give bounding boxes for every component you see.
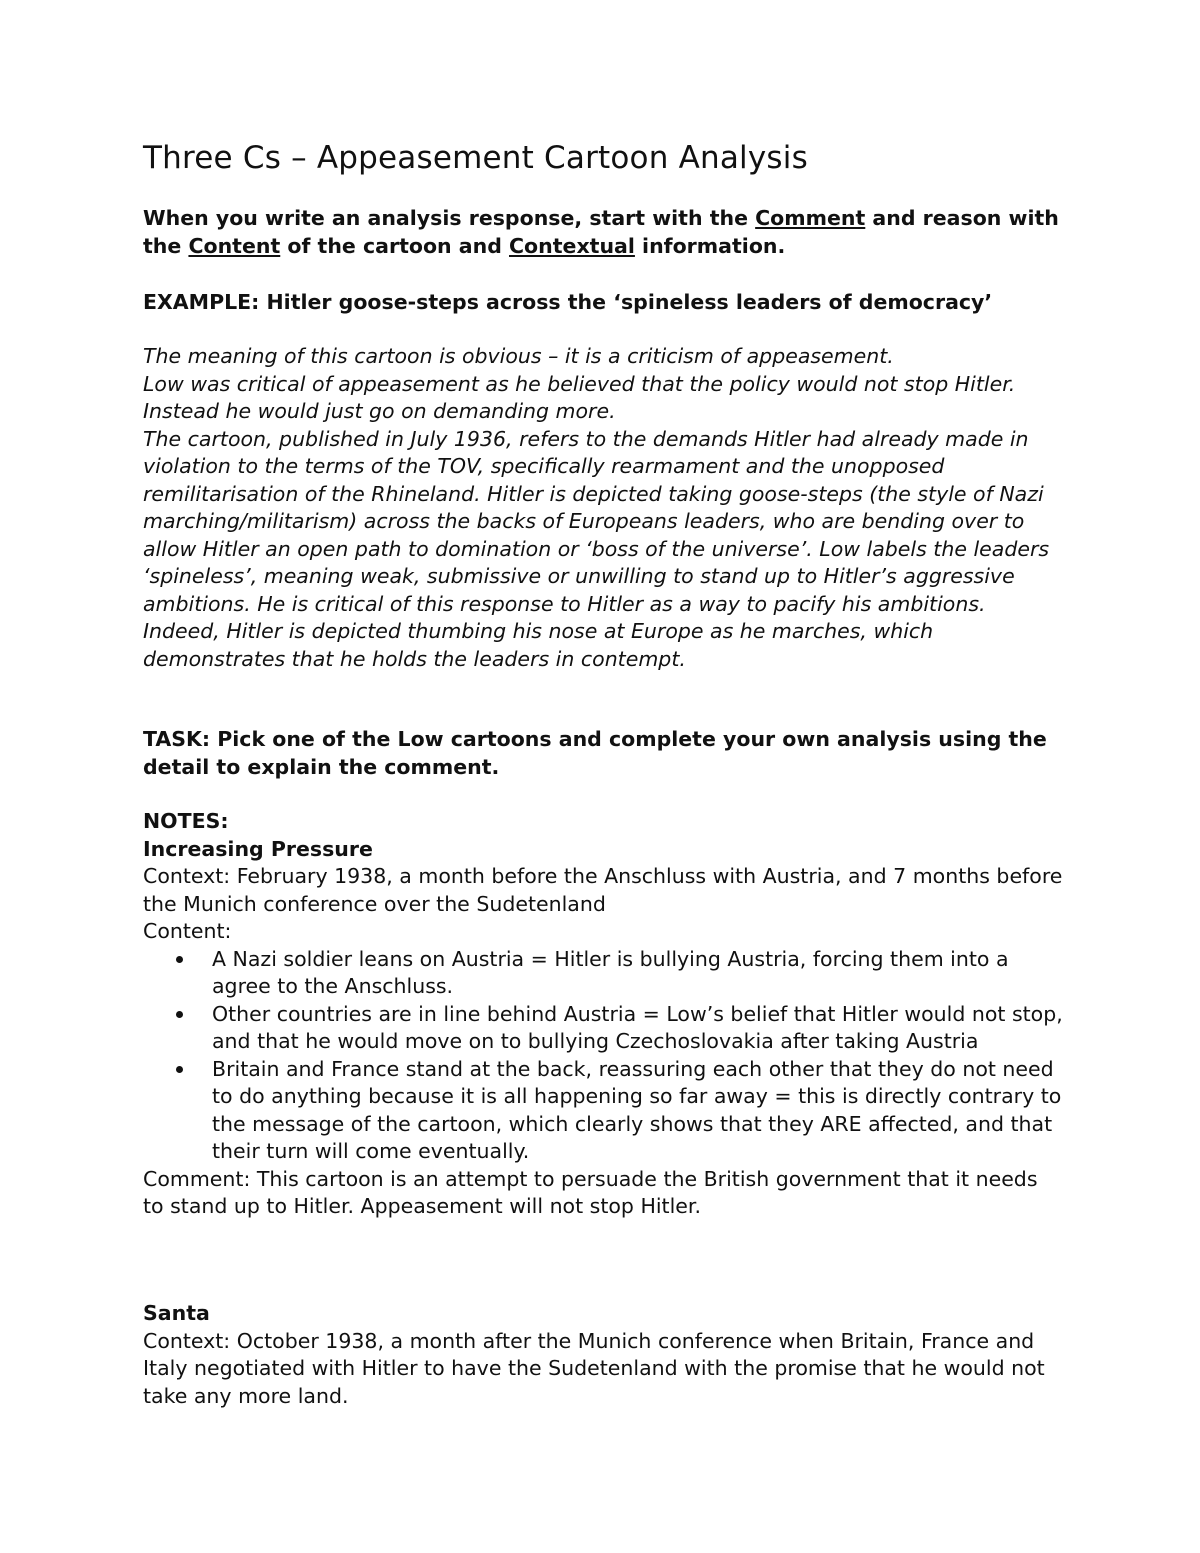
analysis-paragraph-3: The cartoon, published in July 1936, refers to the demands Hitler had already made in violation to the terms of the TOV, specifically rearmament and the unopposed remilitarisation of the Rhineland. Hitler is depicted taking goose-steps (the style of Nazi marching/militarism) across the backs of Europeans leaders, who are bending over to allow Hitler an open path to domination or ‘boss of the universe’. Low labels the leaders ‘spineless’, meaning weak, submissive or unwilling to stand up to Hitler’s aggressive ambitions. He is critical of this response to Hitler as a way to pacify his ambitions. Indeed, Hitler is depicted thumbing his nose at Europe as he marches, which demonstrates that he holds the leaders in contempt. — [143, 426, 1050, 671]
section1-comment: Comment: This cartoon is an attempt to persuade the British government that it needs to stand up to Hitler. Appeasement will not stop Hitler. — [143, 1166, 1038, 1218]
list-item: A Nazi soldier leans on Austria = Hitler is bullying Austria, forcing them into a agree to the Anschluss. — [143, 946, 1063, 1001]
intro-paragraph — [143, 205, 1063, 260]
notes-label: NOTES: — [143, 809, 229, 833]
intro-text-2: and reason with the — [143, 206, 1059, 258]
task-paragraph — [143, 726, 1063, 781]
task-label: TASK — [143, 727, 202, 751]
page-title: Three Cs – Appeasement Cartoon Analysis — [143, 140, 808, 176]
notes-section — [143, 808, 1063, 1221]
section1-context: Context: February 1938, a month before the Anschluss with Austria, and 7 months before the Munich conference over the Sudetenland — [143, 864, 1063, 916]
content-term: Content — [188, 233, 281, 258]
comment-term: Comment — [755, 206, 866, 230]
section1-content-label: Content: — [143, 919, 232, 943]
example-title: : Hitler goose-steps across the ‘spineless leaders of democracy’ — [251, 290, 993, 314]
example-label: EXAMPLE — [143, 290, 252, 314]
santa-section — [143, 1300, 1063, 1410]
intro-text-4: information. — [634, 233, 786, 258]
intro-text-3: of the cartoon and — [280, 233, 510, 258]
example-heading — [143, 289, 1063, 317]
section-heading-santa: Santa — [143, 1301, 210, 1325]
task-text: : Pick one of the Low cartoons and complete your own analysis using the detail to explain the comment. — [143, 727, 1047, 779]
content-bullet-list — [143, 946, 1063, 1166]
section-heading-increasing-pressure: Increasing Pressure — [143, 836, 373, 861]
section2-context: Context: October 1938, a month after the Munich conference when Britain, France and Italy negotiated with Hitler to have the Sudetenland with the promise that he would not take any more land. — [143, 1328, 1045, 1408]
list-item: Other countries are in line behind Austria = Low’s belief that Hitler would not stop, and that he would move on to bullying Czechoslovakia after taking Austria — [143, 1001, 1063, 1056]
contextual-term: Contextual — [509, 233, 635, 258]
list-item: Britain and France stand at the back, reassuring each other that they do not need to do anything because it is all happening so far away = this is directly contrary to the message of the cartoon, which clearly shows that they ARE affected, and that their turn will come eventually. — [143, 1056, 1063, 1166]
analysis-paragraph-2: Low was critical of appeasement as he believed that the policy would not stop Hitler. Instead he would just go on demanding more. — [143, 371, 1016, 423]
example-analysis — [143, 343, 1063, 673]
intro-text-1: When you write an analysis response, start with the — [143, 206, 756, 230]
analysis-paragraph-1: The meaning of this cartoon is obvious – it is a criticism of appeasement. — [143, 344, 894, 368]
